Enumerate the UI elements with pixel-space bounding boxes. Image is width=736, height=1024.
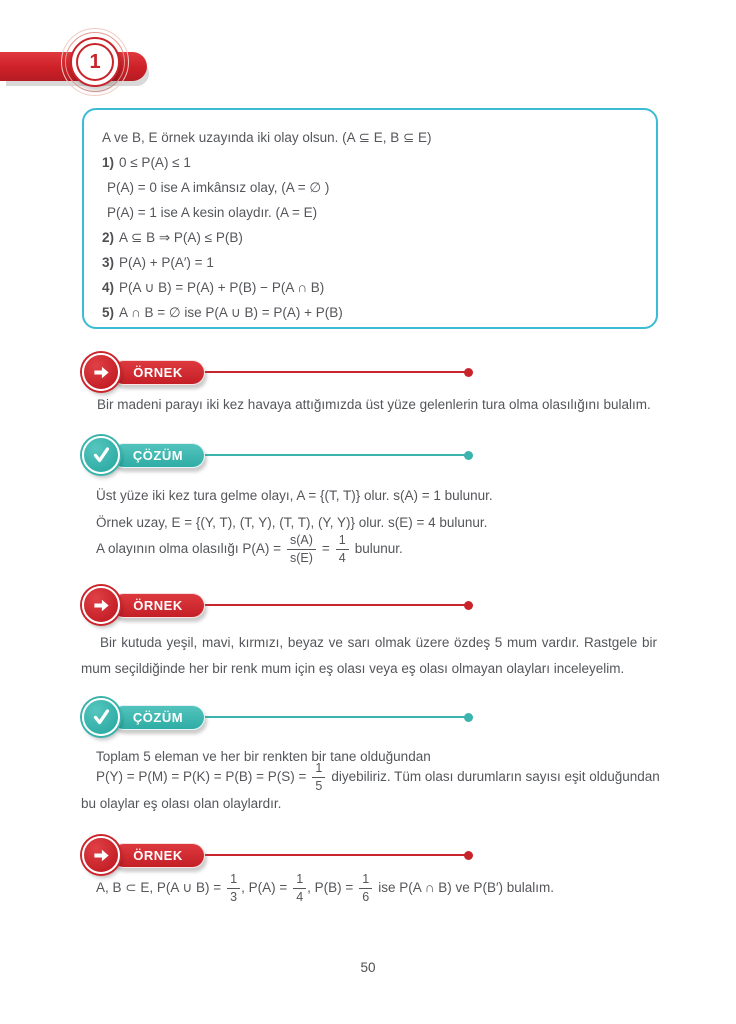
solution-1-line-1: Üst yüze iki kez tura gelme olayı, A = {(T, T)} olur. s(A) = 1 bulunur. <box>96 488 493 503</box>
cozum-badge: ÇÖZÜM <box>111 705 205 730</box>
example-1-header <box>82 349 465 395</box>
ornek-rule-line <box>203 371 465 373</box>
rule-line: 2) A ⊆ B ⇒ P(A) ≤ P(B) <box>102 230 243 245</box>
fraction: $\frac{1}{6}$ <box>359 872 372 904</box>
solution-1-header <box>82 432 465 478</box>
example-2-header <box>82 582 465 628</box>
math-text: bulunur. <box>354 541 403 556</box>
solution-2-line-3: bu olaylar eş olası olan olaylardır. <box>81 796 282 811</box>
unit-number: 1 <box>76 43 114 81</box>
cozum-badge: ÇÖZÜM <box>111 443 205 468</box>
math-text: A olayının olma olasılığı P(A) = <box>96 541 281 556</box>
example-3-text <box>96 870 554 906</box>
math-text: P(Y) = P(M) = P(K) = P(B) = P(S) = <box>96 769 307 784</box>
rule-line: P(A) = 1 ise A kesin olaydır. (A = E) <box>107 205 318 220</box>
example-1-text: Bir madeni parayı iki kez havaya attığımızda üst yüze gelenlerin tura olma olasılığını bulalım. <box>97 397 651 412</box>
arrow-icon <box>82 836 120 874</box>
math-text: ise P(A ∩ B) ve P(B′) bulalım. <box>378 880 555 895</box>
rules-intro: A ve B, E örnek uzayında iki olay olsun. (A ⊆ E, B ⊆ E) <box>102 130 432 145</box>
solution-2-line-1: Toplam 5 eleman ve her bir renkten bir tane olduğundan <box>96 749 431 764</box>
solution-2-header <box>82 694 465 740</box>
ornek-badge: ÖRNEK <box>111 360 205 385</box>
checkmark-icon <box>82 436 120 474</box>
math-text: diyebiliriz. Tüm olası durumların sayısı eşit olduğundan <box>331 769 660 784</box>
math-text: , P(A) = <box>241 880 288 895</box>
page-number: 50 <box>360 960 376 975</box>
fraction: $\frac{1}{4}$ <box>293 872 306 904</box>
fraction: $\frac{1}{3}$ <box>227 872 240 904</box>
checkmark-icon <box>82 698 120 736</box>
unit-number-circle <box>70 37 120 87</box>
probability-rules-box <box>82 108 658 329</box>
fraction: $\frac{1}{4}$ <box>336 533 349 565</box>
cozum-rule-line <box>203 716 465 718</box>
math-text: = <box>321 541 330 556</box>
fraction: $\frac{s(A)}{s(E)}$ <box>287 533 316 565</box>
math-text: A, B ⊂ E, P(A ∪ B) = <box>96 880 222 895</box>
rule-line: 1) 0 ≤ P(A) ≤ 1 <box>102 155 191 170</box>
unit-ribbon <box>0 30 220 120</box>
math-text: , P(B) = <box>307 880 354 895</box>
arrow-icon <box>82 353 120 391</box>
solution-2-line-2 <box>96 759 660 795</box>
ornek-badge: ÖRNEK <box>111 593 205 618</box>
arrow-icon <box>82 586 120 624</box>
ornek-rule-line <box>203 854 465 856</box>
fraction: $\frac{1}{5}$ <box>312 761 325 793</box>
ornek-badge: ÖRNEK <box>111 843 205 868</box>
ornek-rule-line <box>203 604 465 606</box>
cozum-rule-line <box>203 454 465 456</box>
rule-line: P(A) = 0 ise A imkânsız olay, (A = ∅ ) <box>107 180 330 195</box>
solution-1-line-2: Örnek uzay, E = {(Y, T), (T, Y), (T, T), (Y, Y)} olur. s(E) = 4 bulunur. <box>96 515 488 530</box>
example-2-text: Bir kutuda yeşil, mavi, kırmızı, beyaz ve sarı olmak üzere özdeş 5 mum vardır. Rastgele bir mum seçildiğinde her bir renk mum için eş olası veya eş olası olmayan olayları inceleyelim. <box>81 635 657 676</box>
rule-line: 5) A ∩ B = ∅ ise P(A ∪ B) = P(A) + P(B) <box>102 305 343 320</box>
rule-line: 3) P(A) + P(A′) = 1 <box>102 255 214 270</box>
solution-1-line-3 <box>96 531 403 567</box>
rule-line: 4) P(A ∪ B) = P(A) + P(B) − P(A ∩ B) <box>102 280 325 295</box>
